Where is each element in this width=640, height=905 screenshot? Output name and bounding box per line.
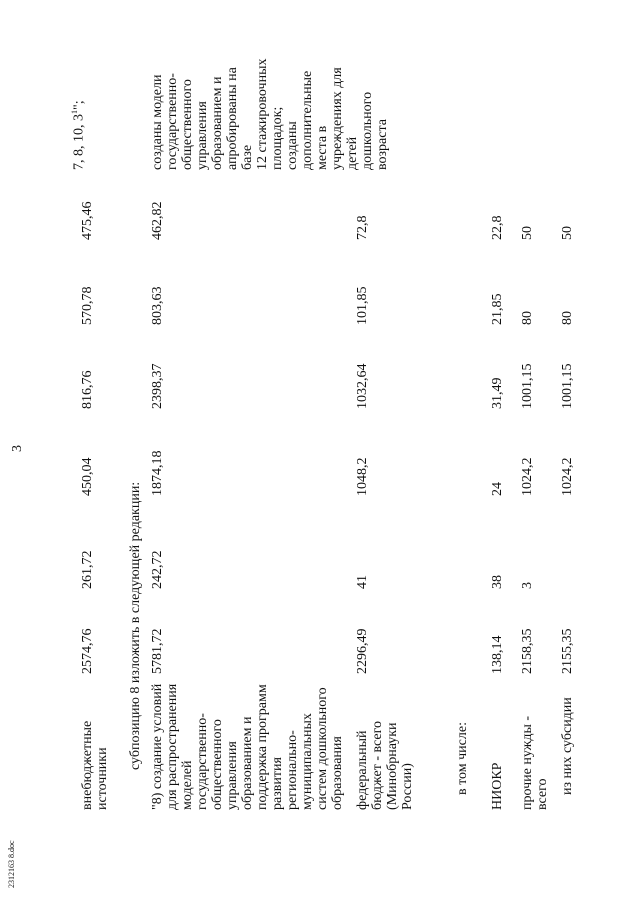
table-cell: 1024,2	[520, 457, 535, 496]
table-cell: 22,8	[490, 215, 505, 240]
table-cell: 50	[520, 226, 535, 240]
table-cell: 1001,15	[520, 363, 535, 409]
table-cell: 2155,35	[560, 628, 575, 674]
table-cell: 1048,2	[355, 457, 370, 496]
table-cell: 41	[355, 575, 370, 589]
table-cell: 2574,76	[80, 628, 95, 674]
table-cell: 2296,49	[355, 628, 370, 674]
table-cell: 570,78	[80, 286, 95, 325]
table-cell: 261,72	[80, 550, 95, 589]
row-label: из них субсидии	[560, 697, 575, 795]
table-cell: 80	[560, 311, 575, 325]
footer	[7, 840, 55, 897]
table-cell: 24	[490, 482, 505, 496]
table-cell: 50	[560, 226, 575, 240]
row-label: внебюджетные источники	[80, 720, 110, 810]
table-cell: 5781,72	[150, 628, 165, 674]
table-cell: 2398,37	[150, 363, 165, 409]
table-cell: 1001,15	[560, 363, 575, 409]
table-cell: 138,14	[490, 635, 505, 674]
table-cell: 72,8	[355, 215, 370, 240]
table-cell: 1024,2	[560, 457, 575, 496]
footer-filename: 2312163 8.doc	[7, 840, 16, 888]
table-cell: 816,76	[80, 370, 95, 409]
row-label: прочие нужды - всего	[520, 715, 550, 810]
table-cell: 31,49	[490, 377, 505, 409]
table-cell: 38	[490, 575, 505, 589]
table-cell: 242,72	[150, 550, 165, 589]
row-label: федеральный бюджет - всего (Минобрнауки России)	[355, 721, 415, 810]
page-number: 3	[10, 445, 25, 452]
table-cell: 3	[520, 582, 535, 589]
table-cell: 803,63	[150, 286, 165, 325]
table-cell: 101,85	[355, 286, 370, 325]
table-cell: 450,04	[80, 457, 95, 496]
table-cell: 1032,64	[355, 363, 370, 409]
table-cell: 21,85	[490, 293, 505, 325]
table-cell: 462,82	[150, 201, 165, 240]
table-cell: 1874,18	[150, 450, 165, 496]
reference-text: 7, 8, 10, $3^1$";	[70, 100, 87, 170]
row-label: "8) создание условий для распространения моделей государственно- общественного управления образованием и поддержка программ развития регионально- муниципальных систем дошкольного образования	[150, 683, 345, 810]
result-text: созданы модели государственно- общественного управления образованием и апробированы на базе 12 стажировочных площадок; созданы дополнительные места в учреждениях для детей дошкольного возраста	[150, 58, 390, 170]
table-cell: 475,46	[80, 201, 95, 240]
table-cell: 80	[520, 311, 535, 325]
section-heading: субпозицию 8 изложить в следующей редакции:	[128, 481, 143, 770]
row-label: НИОКР	[490, 762, 505, 810]
table-cell: 2158,35	[520, 628, 535, 674]
row-label: в том числе:	[455, 722, 470, 795]
